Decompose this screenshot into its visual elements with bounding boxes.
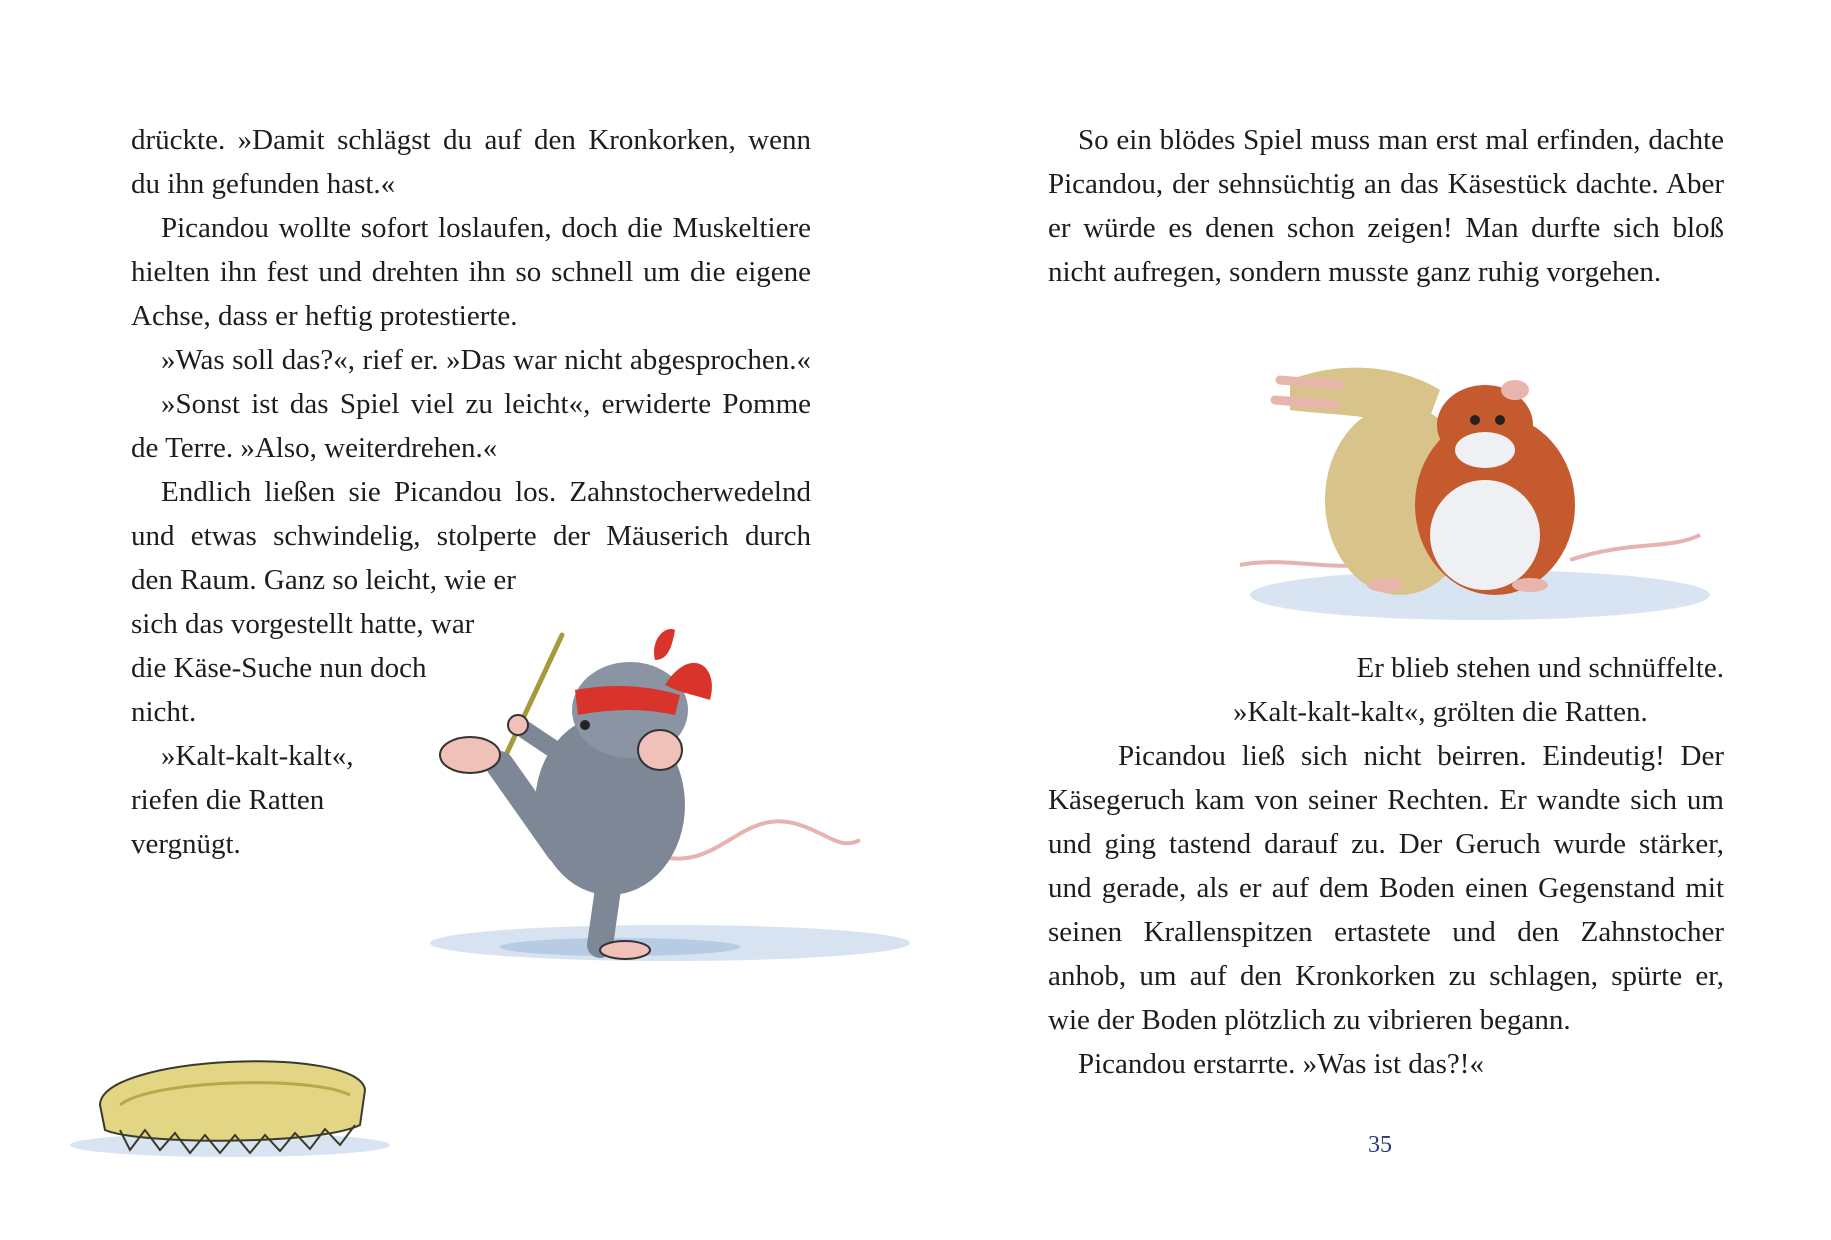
- text-line: und ging tastend darauf zu. Der Geruch wurde stärker,: [1048, 828, 1724, 860]
- text-line: »Was soll das?«, rief er. »Das war nicht abgesprochen.«: [161, 344, 811, 376]
- text-line: Endlich ließen sie Picandou los. Zahnstocherwedelnd: [161, 476, 811, 508]
- text-line: Picandou wollte sofort loslaufen, doch die Muskeltiere: [161, 212, 811, 244]
- blindfolded-mouse-illustration: [410, 625, 920, 970]
- two-rats-illustration: [1230, 340, 1710, 630]
- text-line: Achse, dass er heftig protestierte.: [131, 300, 518, 332]
- text-line: Picandou, der sehnsüchtig an das Käsestück dachte. Aber: [1048, 168, 1724, 200]
- text-line: So ein blödes Spiel muss man erst mal erfinden, dachte: [1078, 124, 1724, 156]
- text-line: Käsegeruch kam von seiner Rechten. Er wandte sich um: [1048, 784, 1724, 816]
- text-line: sich das vorgestellt hatte, war: [131, 608, 475, 640]
- bottle-cap-illustration: [60, 1025, 405, 1160]
- text-line: nicht aufregen, sondern musste ganz ruhig vorgehen.: [1048, 256, 1662, 288]
- text-line: vergnügt.: [131, 828, 241, 860]
- text-line: »Kalt-kalt-kalt«, grölten die Ratten.: [1233, 696, 1648, 728]
- text-line: »Kalt-kalt-kalt«,: [161, 740, 354, 772]
- text-line: »Sonst ist das Spiel viel zu leicht«, erwiderte Pomme: [161, 388, 811, 420]
- text-line: seinen Krallenspitzen ertastete und den Zahnstocher: [1048, 916, 1724, 948]
- text-line: und etwas schwindelig, stolperte der Mäuserich durch: [131, 520, 811, 552]
- text-line: drückte. »Damit schlägst du auf den Kronkorken, wenn: [131, 124, 811, 156]
- text-line: Picandou erstarrte. »Was ist das?!«: [1078, 1048, 1484, 1080]
- text-line: hielten ihn fest und drehten ihn so schnell um die eigene: [131, 256, 811, 288]
- text-line: nicht.: [131, 696, 197, 728]
- page-number: 35: [1368, 1132, 1392, 1158]
- text-line: de Terre. »Also, weiterdrehen.«: [131, 432, 498, 464]
- text-line: anhob, um auf den Kronkorken zu schlagen, spürte er,: [1048, 960, 1724, 992]
- text-line: er würde es denen schon zeigen! Man durfte sich bloß: [1048, 212, 1724, 244]
- text-line: und gerade, als er auf dem Boden einen Gegenstand mit: [1048, 872, 1724, 904]
- text-line: die Käse-Suche nun doch: [131, 652, 427, 684]
- text-line: du ihn gefunden hast.«: [131, 168, 396, 200]
- text-line: Picandou ließ sich nicht beirren. Eindeutig! Der: [1118, 740, 1724, 772]
- text-line: wie der Boden plötzlich zu vibrieren begann.: [1048, 1004, 1571, 1036]
- text-line: den Raum. Ganz so leicht, wie er: [131, 564, 516, 596]
- text-line: Er blieb stehen und schnüffelte.: [1356, 652, 1724, 684]
- text-line: riefen die Ratten: [131, 784, 325, 816]
